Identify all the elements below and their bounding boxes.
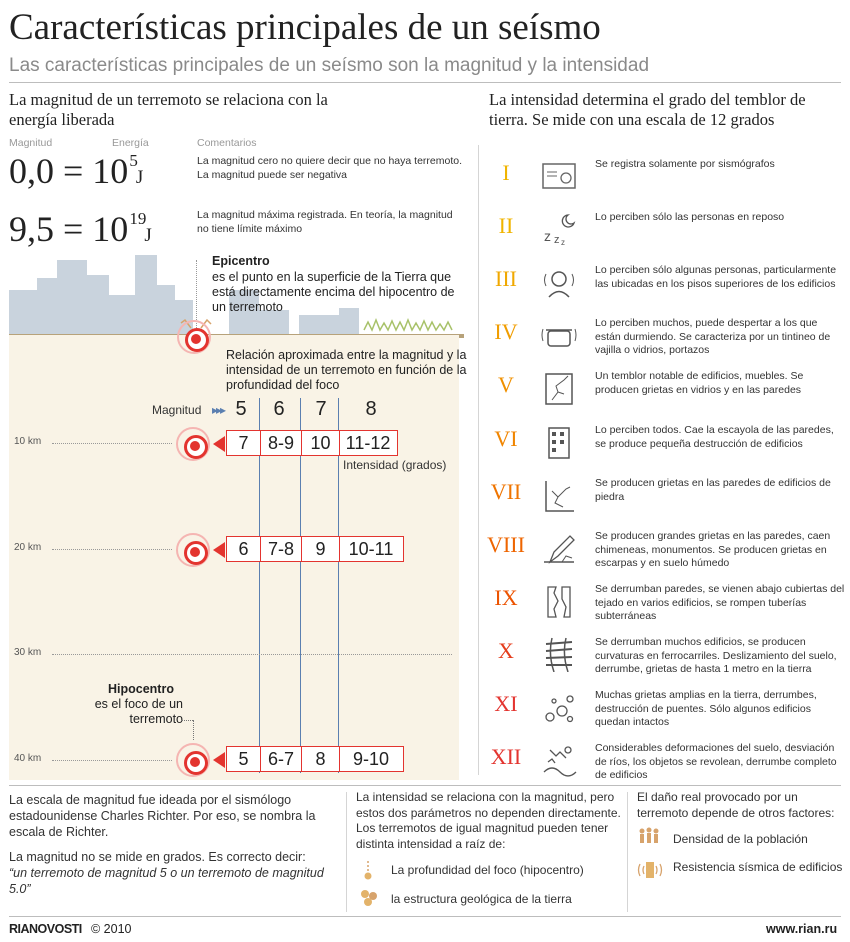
col-comentarios: Comentarios [197, 137, 257, 149]
collapsed-wall-icon [540, 583, 578, 619]
magnitude-comment: La magnitud cero no quiere decir que no haya terremoto. La magnitud puede ser negativa [197, 155, 462, 181]
intensity-description: Se derrumban paredes, se vienen abajo cubiertas del tejado en varios edificios, se rompen tuberías subterráneas [595, 583, 845, 622]
intensity-grade-7: VII [490, 479, 522, 504]
intensity-description: Se registra solamente por sismógrafos [595, 158, 775, 170]
energy-value: = 10 [63, 151, 129, 191]
sleep-icon [540, 211, 578, 247]
seismograph-icon [540, 158, 578, 194]
svg-text:z: z [554, 234, 560, 246]
crack-window-icon [540, 370, 578, 406]
intensity-grade-6: VI [494, 426, 518, 451]
geology-icon [358, 886, 380, 908]
energy-exponent: 5 [129, 151, 138, 170]
intensity-description: Un temblor notable de edificios, muebles. Se producen grietas en vidrios y en las paredes [595, 370, 804, 396]
footer-col3-item1: Densidad de la población [673, 832, 808, 846]
depth-label: 10 km [14, 436, 42, 447]
intensity-heading: La intensidad determina el grado del temblor de tierra. Se mide con una escala de 12 grados [489, 90, 806, 129]
intensity-grade-1: I [502, 160, 510, 185]
energy-value: = 10 [63, 209, 129, 249]
footer-col1-quote: “un terremoto de magnitud 5 o un terremoto de magnitud 5.0” [9, 866, 324, 896]
intensity-cell: 9 [301, 537, 339, 561]
magnitude-value: 9,5 [9, 209, 54, 249]
railway-icon [540, 636, 578, 672]
intensity-grade-11: XI [494, 691, 518, 716]
intensity-cell: 7 [238, 433, 249, 453]
intensity-grade-2: II [498, 213, 514, 238]
energy-unit: J [135, 167, 144, 188]
destruction-icon [540, 742, 578, 778]
footer-col2-text: La intensidad se relaciona con la magnitud, pero estos dos parámetros no dependen directamente. Los terremotos de igual magnitud pueden tener distinta intensidad a raíz de: [356, 790, 621, 851]
intensity-row-20km [226, 536, 404, 562]
energy-unit: J [144, 225, 152, 246]
intensity-cell: 8-9 [260, 431, 301, 455]
depth-line [52, 443, 172, 444]
magnitud-axis-label: Magnitud [152, 403, 202, 417]
intensity-grade-5: V [498, 372, 514, 397]
arrow-icon [213, 436, 225, 452]
hipocentro-pointer [181, 720, 193, 721]
chevrons-icon: ▸▸▸ [212, 403, 225, 417]
svg-text:z: z [544, 228, 551, 244]
depth-label: 20 km [14, 542, 42, 553]
footer-col3-text: El daño real provocado por un terremoto depende de otros factores: [637, 790, 835, 820]
intensity-description: Lo perciben sólo algunas personas, particularmente las ubicadas en los pisos superiores de los edificios [595, 264, 837, 290]
col-magnitud: Magnitud [9, 137, 53, 149]
intensity-cell: 6 [238, 539, 249, 559]
wall-crack-icon [540, 477, 578, 513]
focus-marker [176, 427, 210, 461]
footer-divider [627, 792, 628, 912]
intensity-cell: 6-7 [260, 747, 301, 771]
footer-col1-p2: La magnitud no se mide en grados. Es correcto decir: [9, 850, 306, 864]
epicentro-marker [177, 320, 211, 354]
intensity-description: Lo perciben todos. Cae la escayola de las paredes, se produce pequeña destrucción de edificios [595, 424, 834, 450]
intensity-grade-8: VIII [487, 532, 525, 557]
intensidad-label: Intensidad (grados) [343, 458, 447, 472]
intensity-description: Muchas grietas amplias en la tierra, derrumbes, destrucción de puentes. Sólo algunos edificios quedan intactos [595, 689, 817, 728]
svg-text:z: z [561, 238, 565, 247]
focus-marker [176, 743, 210, 777]
intensity-cell: 10 [301, 431, 339, 455]
hipocentro-text: es el foco de un terremoto [94, 697, 183, 726]
intensity-grade-4: IV [494, 319, 518, 344]
pot-icon [540, 317, 578, 353]
divider [9, 785, 841, 786]
monument-icon [540, 530, 578, 566]
person-icon [540, 264, 578, 300]
depth-label: 40 km [14, 753, 42, 764]
intensity-cell: 10-11 [339, 537, 402, 561]
intensity-grade-3: III [495, 266, 517, 291]
depth-label: 30 km [14, 647, 42, 658]
footer-col3-item2: Resistencia sísmica de edificios [673, 860, 843, 874]
magnitude-comment: La magnitud máxima registrada. En teoría, la magnitud no tiene límite máximo [197, 209, 453, 235]
epicentro-pin [196, 260, 197, 328]
brand-logo: RIANOVOSTI [9, 922, 82, 936]
arrow-icon [213, 752, 225, 768]
magnitude-header-6: 6 [273, 398, 285, 420]
page-subtitle: Las características principales de un seísmo son la magnitud y la intensidad [9, 55, 650, 76]
relacion-text: Relación aproximada entre la magnitud y la intensidad de un terremoto en función de la profundidad del foco [226, 348, 467, 392]
intensity-cell: 9-10 [339, 747, 402, 771]
intensity-cell: 7-8 [260, 537, 301, 561]
divider [9, 82, 841, 83]
intensity-cell: 11-12 [339, 431, 396, 455]
magnitude-row-1 [9, 208, 152, 250]
magnitude-value: 0,0 [9, 151, 54, 191]
magnitude-heading: La magnitud de un terremoto se relaciona con la energía liberada [9, 90, 328, 129]
seismic-building-icon [637, 858, 663, 882]
debris-icon [540, 689, 578, 725]
intensity-grade-9: IX [494, 585, 518, 610]
intensity-description: Se derrumban muchos edificios, se producen curvaturas en ferrocarriles. Deslizamiento del suelo, derrumbe, grietas de hasta 1 metro en la tierra [595, 636, 837, 675]
intensity-grade-12: XII [490, 744, 522, 769]
intensity-description: Se producen grietas en las paredes de edificios de piedra [595, 477, 831, 503]
intensity-description: Considerables deformaciones del suelo, desviación de ríos, los objetos se revolean, derrumbe completo de edificios [595, 742, 837, 781]
copyright: © 2010 [91, 922, 132, 936]
intensity-row-10km [226, 430, 398, 456]
depth-line [52, 549, 172, 550]
intensity-description: Lo perciben muchos, puede despertar a los que están durmiendo. Se caracteriza por un tintineo de vajilla o vidrios, portazos [595, 317, 831, 356]
intensity-description: Se producen grandes grietas en las paredes, caen chimeneas, monumentos. Se producen grietas en escarpas y en suelo húmedo [595, 530, 831, 569]
magnitude-header-8: 8 [365, 398, 377, 420]
intensity-grade-10: X [498, 638, 514, 663]
footer-divider [346, 792, 347, 912]
magnitude-header-7: 7 [315, 398, 327, 420]
magnitude-row-0 [9, 150, 143, 192]
divider [9, 916, 841, 917]
brand-url: www.rian.ru [766, 922, 838, 936]
intensity-row-40km [226, 746, 404, 772]
footer-col1-p1: La escala de magnitud fue ideada por el sismólogo estadounidense Charles Richter. Por eso, se nombra la escala de Richter. [9, 793, 316, 839]
right-divider [478, 145, 479, 775]
population-icon [637, 826, 663, 848]
depth-line [52, 760, 172, 761]
intensity-cell: 5 [238, 749, 249, 769]
footer-col2-item1: La profundidad del foco (hipocentro) [391, 863, 584, 877]
building-icon [540, 424, 578, 460]
footer-col2-item2: la estructura geológica de la tierra [391, 892, 572, 906]
focus-marker [176, 533, 210, 567]
magnitude-header-5: 5 [235, 398, 247, 420]
page-title: Características principales de un seísmo [9, 7, 601, 48]
intensity-cell: 8 [301, 747, 339, 771]
hipocentro-pointer [193, 720, 194, 740]
energy-exponent: 19 [129, 209, 147, 228]
hipocentro-title: Hipocentro [108, 682, 174, 696]
epicentro-title: Epicentro [212, 254, 270, 268]
col-energia: Energía [112, 137, 149, 149]
epicentro-text: es el punto en la superficie de la Tierra que está directamente encima del hipocentro de un terremoto [212, 270, 455, 314]
arrow-icon [213, 542, 225, 558]
focus-depth-icon [358, 860, 378, 882]
intensity-description: Lo perciben sólo las personas en reposo [595, 211, 785, 223]
depth-line [52, 654, 452, 655]
